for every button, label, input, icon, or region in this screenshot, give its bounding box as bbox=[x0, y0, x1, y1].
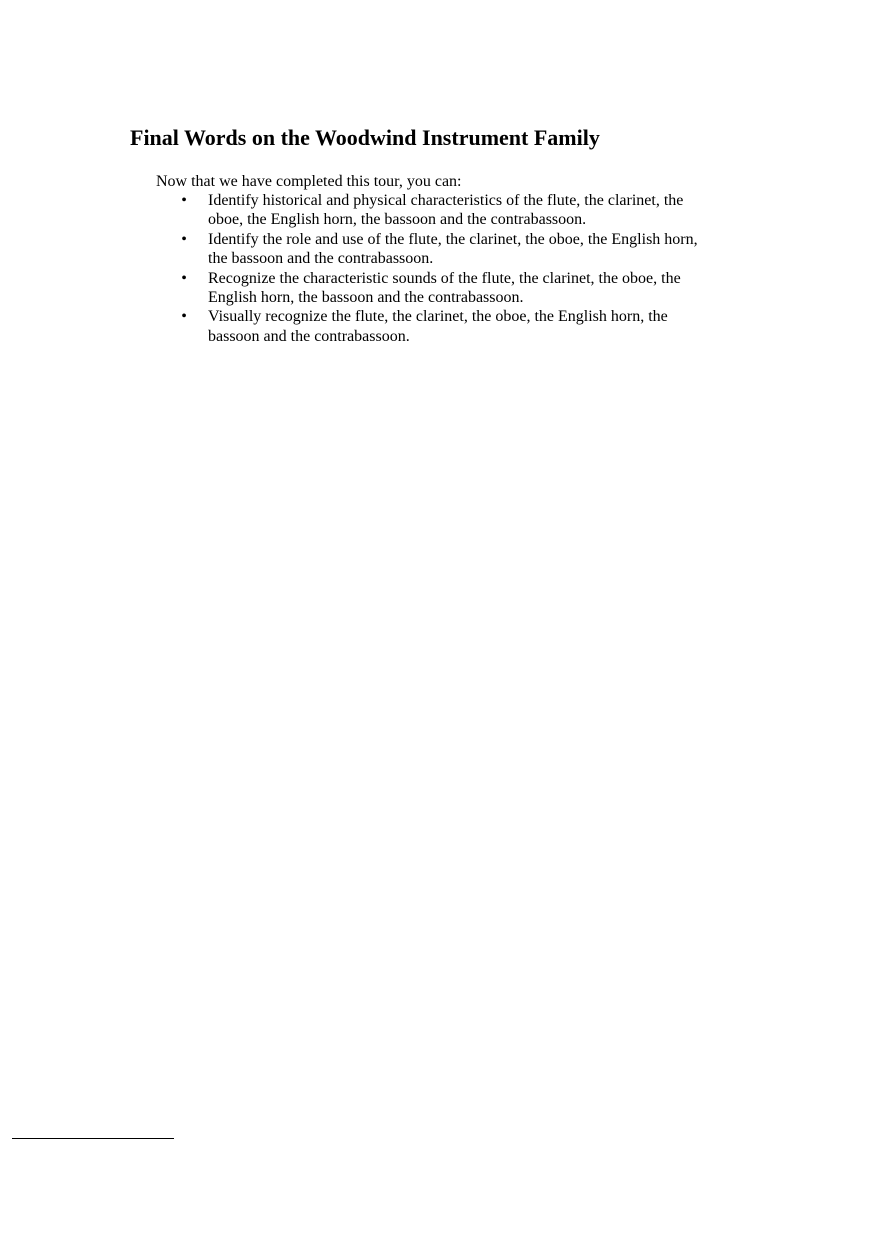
list-item-line: bassoon and the contrabassoon. bbox=[208, 327, 410, 345]
list-item bbox=[178, 230, 758, 269]
list-item-line: English horn, the bassoon and the contrabassoon. bbox=[208, 289, 524, 307]
bullet-icon: • bbox=[181, 192, 187, 209]
page-title: Final Words on the Woodwind Instrument Family bbox=[130, 125, 600, 150]
list-item-line: Recognize the characteristic sounds of the flute, the clarinet, the oboe, the bbox=[208, 269, 681, 287]
list-item bbox=[178, 307, 758, 346]
list-item-line: Identify the role and use of the flute, the clarinet, the oboe, the English horn, bbox=[208, 230, 698, 248]
intro-text: Now that we have completed this tour, you can: bbox=[156, 173, 462, 190]
list-item bbox=[178, 269, 758, 308]
bullet-icon: • bbox=[181, 308, 187, 326]
list-item-line: oboe, the English horn, the bassoon and the contrabassoon. bbox=[208, 211, 587, 229]
footnote-separator bbox=[12, 1138, 174, 1139]
objectives-list bbox=[178, 191, 758, 346]
list-item-line: Visually recognize the flute, the clarinet, the oboe, the English horn, the bbox=[208, 308, 668, 326]
list-item bbox=[178, 191, 758, 230]
bullet-icon: • bbox=[181, 230, 187, 248]
list-item-line: the bassoon and the contrabassoon. bbox=[208, 250, 434, 268]
list-item-line: Identify historical and physical characteristics of the flute, the clarinet, the bbox=[208, 192, 684, 209]
bullet-icon: • bbox=[181, 269, 187, 287]
